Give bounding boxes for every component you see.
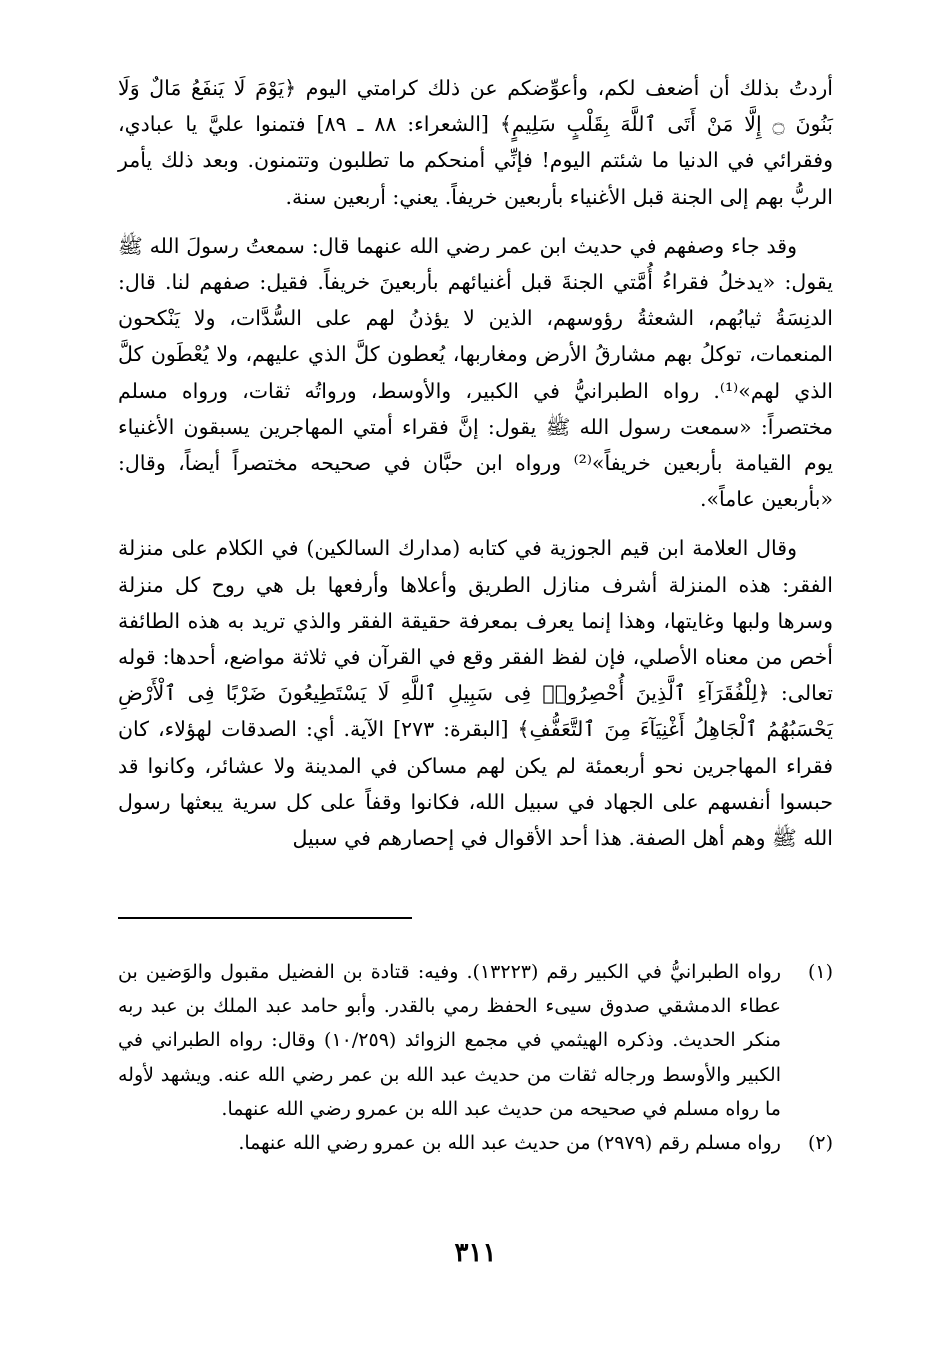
footnote-divider xyxy=(118,917,412,919)
main-text xyxy=(118,70,833,856)
footnote-2 xyxy=(118,1126,833,1160)
page-number: ٣١١ xyxy=(454,1238,497,1268)
paragraph-2: وقد جاء وصفهم في حديث ابن عمر رضي الله عنهما قال: سمعتُ رسولَ الله ﷺ يقول: «يدخلُ فقراءُ أُمَّتي الجنةَ قبل أغنيائهم بأربعينَ خريفاً. فقيل: صفهم لنا. قال: الدنِسَةُ ثيابُهم، الشعثةُ رؤوسهم، الذين لا يؤذنُ لهم على السُّدَّات، ولا يَنْكحون المنعمات، توكلُ بهم مشارقُ الأرض ومغاربها، يُعطون كلَّ الذي عليهم، ولا يُعْطَون كلَّ الذي لهم»⁽¹⁾. رواه الطبرانيُّ في الكبير، والأوسط، ورواتُه ثقات، ورواه مسلم مختصراً: «سمعت رسول الله ﷺ يقول: إنَّ فقراء أمتي المهاجرين يسبقون الأغنياء يوم القيامة بأربعين خريفاً»⁽²⁾ ورواه ابن حبَّان في صحيحه مختصراً أيضاً، وقال: «بأربعين عاماً». xyxy=(118,233,833,512)
footnote-text: رواه الطبرانيُّ في الكبير رقم (١٣٢٢٣). وفيه: قتادة بن الفضيل مقبول والوَضين بن عطاء الدمشقي صدوق سيىء الحفظ رمي بالقدر. وأبو حامد عبد الملك بن عبد ربه منكر الحديث. وذكره الهيثمي في مجمع الزوائد (١٠/٢٥٩) وقال: رواه الطبراني في الكبير والأوسط ورجاله ثقات من حديث عبد الله بن عمر رضي الله عنه. ويشهد لأوله ما رواه مسلم في صحيحه من حديث عبد الله بن عمرو رضي الله عنهما. xyxy=(118,961,781,1120)
footnote-text: رواه مسلم رقم (٢٩٧٩) من حديث عبد الله بن عمرو رضي الله عنهما. xyxy=(238,1132,781,1155)
footnote-number: (١) xyxy=(807,961,833,983)
paragraph-1: أردتُ بذلك أن أضعف لكم، وأعوِّضكم عن ذلك كرامتي اليوم ﴿يَوْمَ لَا يَنفَعُ مَالٌ وَلَا بَنُونَ ۝ إِلَّا مَنْ أَتَى ٱللَّهَ بِقَلْبٍ سَلِيمٍ﴾ [الشعراء: ٨٨ ـ ٨٩] فتمنوا عليَّ يا عبادي، وفقرائي في الدنيا ما شئتم اليوم! فإنِّي أمنحكم ما تطلبون وتتمنون. وبعد ذلك يأمر الربُّ بهم إلى الجنة قبل الأغنياء بأربعين خريفاً. يعني: أربعين سنة. xyxy=(118,76,834,209)
footnote-number: (٢) xyxy=(807,1132,833,1155)
footnotes xyxy=(118,955,833,1160)
footnote-1 xyxy=(118,955,833,1126)
paragraph-3: وقال العلامة ابن قيم الجوزية في كتابه (مدارك السالكين) في الكلام على منزلة الفقر: هذه المنزلة أشرف منازل الطريق وأعلاها وأرفعها بل هي روح كل منزلة وسرها ولبها وغايتها، وهذا إنما يعرف بمعرفة حقيقة الفقر والذي تريد به هذه الطائفة أخص من معناه الأصلي، فإن لفظ الفقر وقع في القرآن في ثلاثة مواضع، أحدها: قوله تعالى: ﴿لِلْفُقَرَآءِ ٱلَّذِينَ أُحْصِرُوا۟ فِى سَبِيلِ ٱللَّهِ لَا يَسْتَطِيعُونَ ضَرْبًا فِى ٱلْأَرْضِ يَحْسَبُهُمُ ٱلْجَاهِلُ أَغْنِيَآءَ مِنَ ٱلتَّعَفُّفِ﴾ [البقرة: ٢٧٣] الآية. أي: الصدقات لهؤلاء، كان فقراء المهاجرين نحو أربعمئة لم يكن لهم مساكن في المدينة ولا عشائر، وكانوا قد حبسوا أنفسهم على الجهاد في سبيل الله، فكانوا وقفاً على كل سرية يبعثها رسول الله ﷺ وهم أهل الصفة. هذا أحد الأقوال في إحصارهم في سبيل xyxy=(118,536,833,851)
